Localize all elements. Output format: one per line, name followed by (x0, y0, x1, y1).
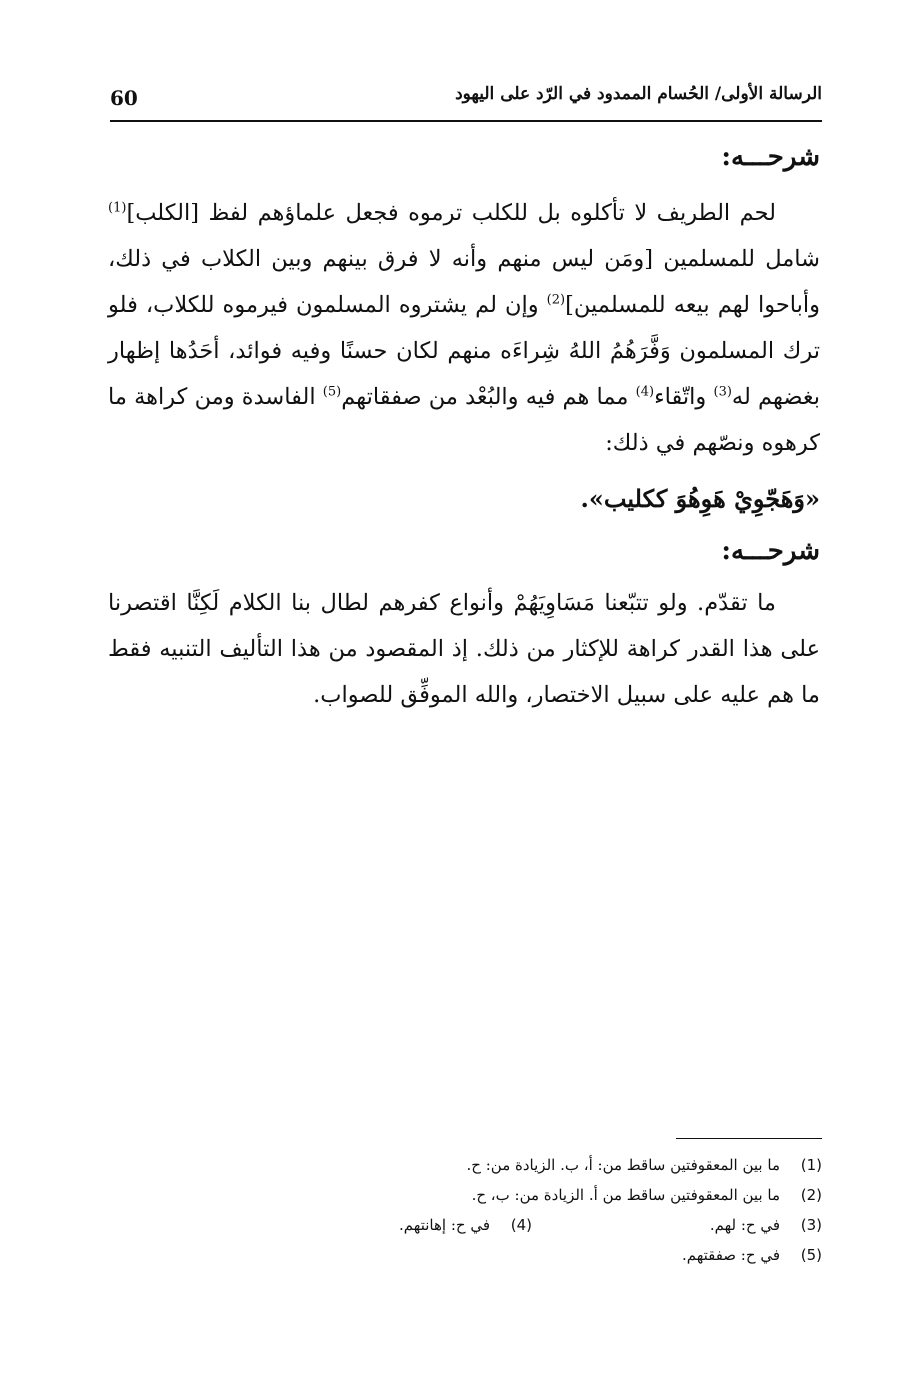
footnote-ref-4: (4) (635, 384, 655, 400)
footnote-number: (1) (800, 1156, 822, 1174)
paragraph-text: ما تقدّم. ولو تتبّعنا مَسَاوِيَهُمْ وأنواع كفرهم لطال بنا الكلام لَكِنَّا اقتصرنا على هذا القدر كراهة للإكثار من ذلك. إذ المقصود من هذا التأليف التنبيه فقط ما هم عليه على سبيل الاختصار، والله الموفِّق للصواب. (108, 590, 820, 708)
footnote-1 (262, 1150, 822, 1180)
footnote-number: (2) (800, 1186, 822, 1204)
page-header (110, 80, 822, 122)
footnote-3 (262, 1210, 822, 1240)
footnote-5 (262, 1240, 822, 1270)
footnote-ref-3: (3) (713, 384, 732, 400)
page-number: 60 (110, 86, 138, 110)
footnote-text: ما بين المعقوفتين ساقط من أ. الزيادة من: ب، ح. (471, 1186, 780, 1204)
footnote-number: (5) (800, 1246, 822, 1264)
paragraph-text: واتّقاء (654, 384, 714, 410)
footnote-separator (676, 1138, 822, 1139)
footnote-number: (4) (510, 1216, 532, 1234)
section-heading-1: شرحـــه: (721, 142, 820, 172)
paragraph-text: الفاسدة ومن كراهة ما كرهوه ونصّهم في ذلك: (108, 384, 820, 456)
footnote-text: في ح: لهم. (709, 1216, 780, 1234)
section-heading-2: شرحـــه: (721, 536, 820, 566)
quoted-verse: «وَهَجّوِيْ هَوِهُوَ ككليب». (580, 484, 820, 513)
footnote-2 (262, 1180, 822, 1210)
paragraph-text: شامل للمسلمين [ومَن ليس منهم وأنه لا فرق بينهم وبين الكلاب في ذلك، وأباحوا لهم بيعه للمسلمين] (108, 246, 820, 318)
footnote-4 (399, 1210, 532, 1240)
footnote-text: في ح: صفقتهم. (681, 1246, 780, 1264)
footnote-text: ما بين المعقوفتين ساقط من: أ، ب. الزيادة من: ح. (466, 1156, 780, 1174)
footnote-ref-1: (1) (108, 200, 127, 216)
footnote-text: في ح: إهانتهم. (399, 1216, 490, 1234)
footnote-ref-5: (5) (322, 384, 342, 400)
paragraph-text: مما هم فيه والبُعْد من صفقاتهم (341, 384, 636, 410)
footnote-number: (3) (800, 1216, 822, 1234)
footnote-ref-2: (2) (546, 292, 566, 308)
commentary-paragraph-2 (108, 580, 820, 718)
footnotes (262, 1150, 822, 1270)
paragraph-text: وإن لم يشتروه المسلمون فيرموه للكلاب، فلو ترك المسلمون وَفَّرَهُمُ اللهُ شِراءَه منهم لكان حسنًا وفيه فوائد، أحَدُها إظهار بغضهم له (108, 292, 820, 410)
paragraph-text: لحم الطريف لا تأكلوه بل للكلب ترموه فجعل علماؤهم لفظ [الكلب] (126, 200, 776, 226)
commentary-paragraph-1 (108, 190, 820, 466)
running-title: الرسالة الأولى/ الحُسام الممدود في الرّد على اليهود (455, 84, 822, 104)
